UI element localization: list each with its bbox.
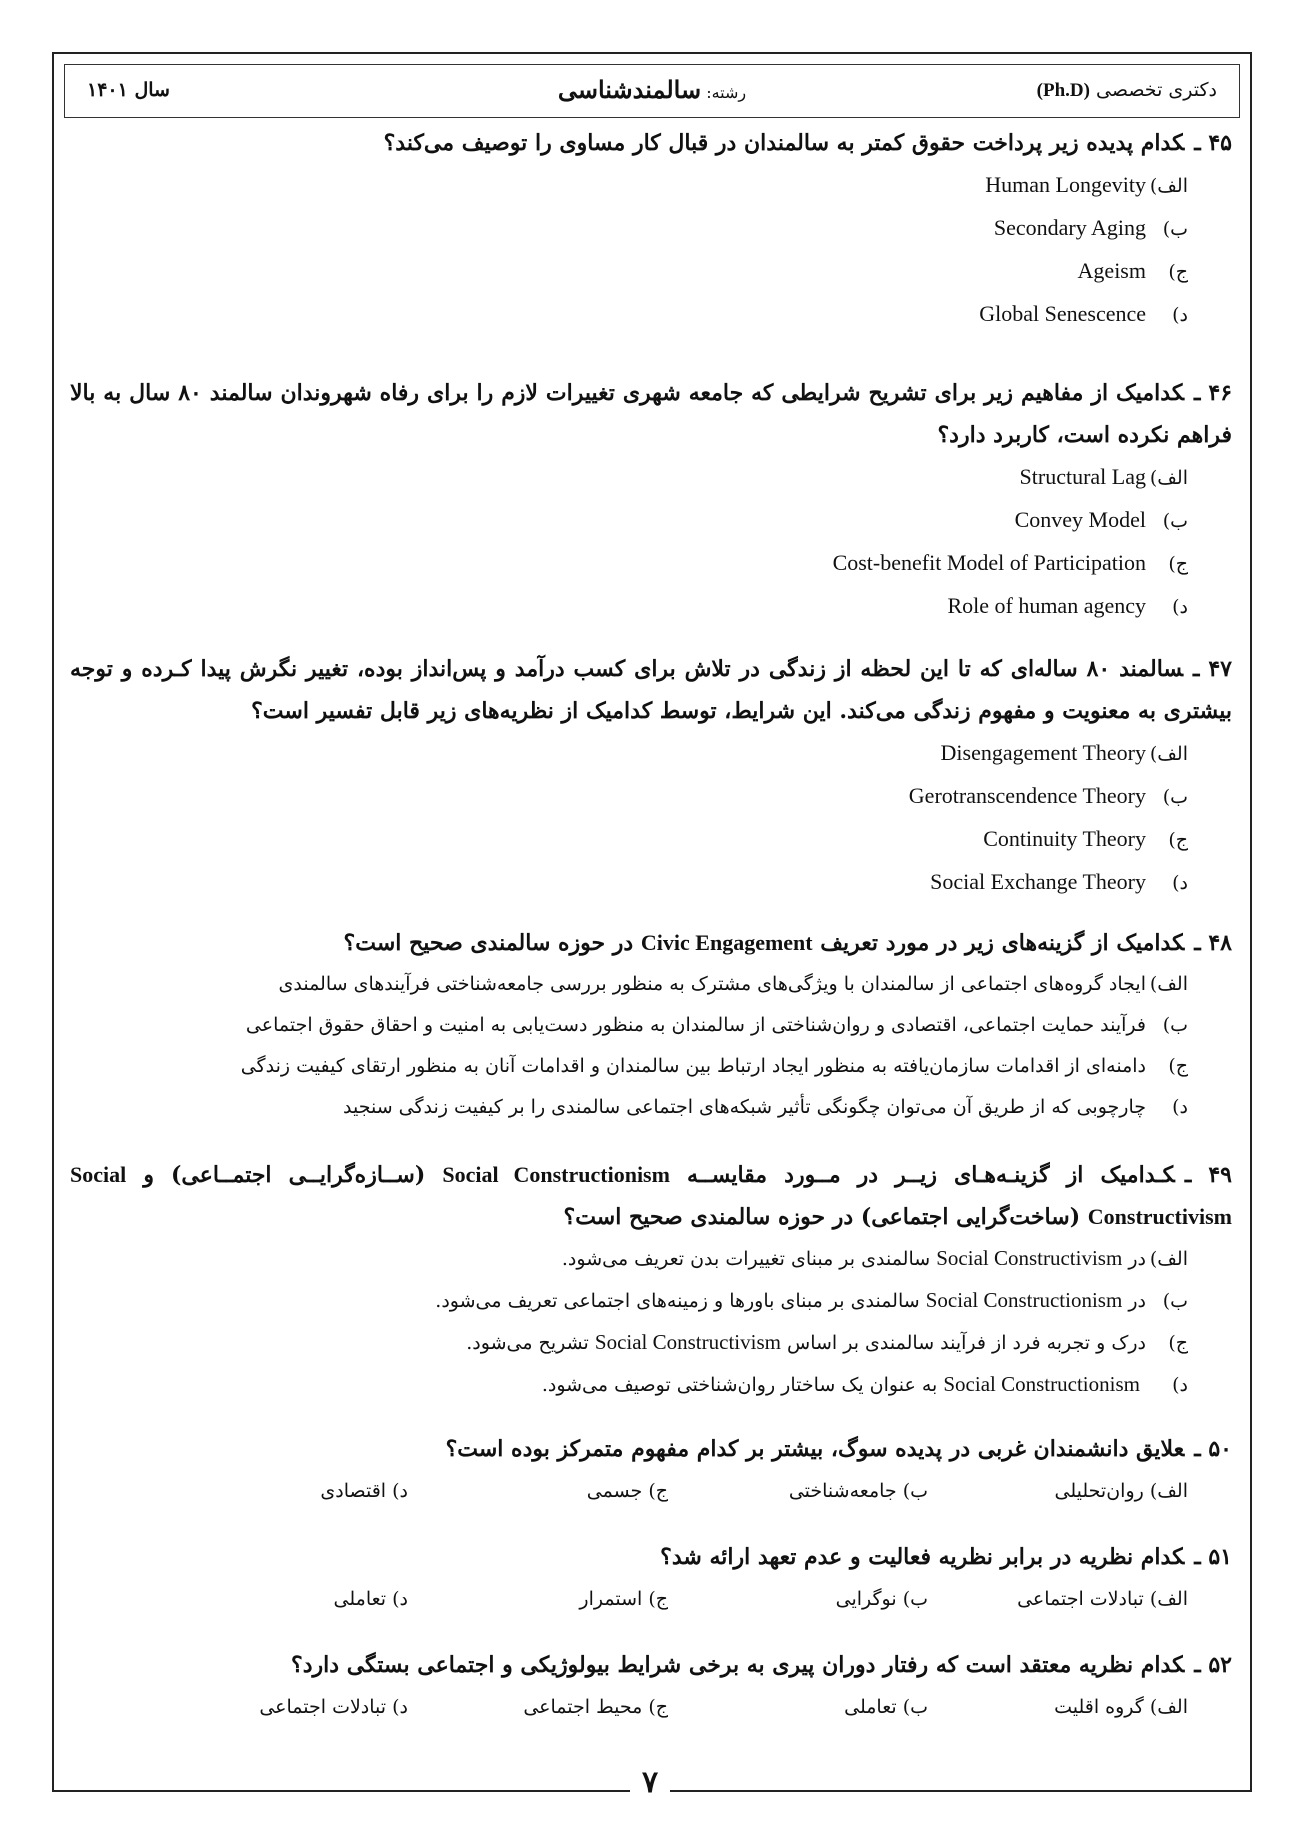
option: د) تعاملی: [333, 1588, 408, 1610]
option: ج)درک و تجربه فرد از فرآیند سالمندی بر اساس Social Constructivism تشریح می‌شود.: [466, 1330, 1188, 1354]
option: ب)Gerotranscendence Theory: [908, 783, 1188, 808]
option: ب)Convey Model: [1014, 507, 1188, 532]
degree-label: دکتری تخصصی: [1096, 79, 1217, 101]
degree-abbrev: (Ph.D): [1036, 80, 1090, 101]
option: ج)Continuity Theory: [983, 826, 1188, 851]
option: الف)ایجاد گروه‌های اجتماعی از سالمندان با ویژگی‌های مشترک به منظور بررسی جامعه‌شناختی فرآیندهای سالمندی: [278, 973, 1188, 995]
option: د) تبادلات اجتماعی: [259, 1696, 408, 1718]
exam-year: سال ۱۴۰۱: [87, 79, 170, 101]
question-50: [70, 1428, 1232, 1512]
question-45: [70, 122, 1232, 336]
option: الف) گروه اقلیت: [1054, 1696, 1188, 1718]
question-47: [70, 648, 1232, 904]
question-stem: ۴۸ ـکدامیک از گزینه‌های زیر در مورد تعریف Civic Engagement در حوزه سالمندی صحیح است؟: [343, 930, 1232, 956]
option: الف)Human Longevity: [985, 172, 1188, 197]
option: د)Global Senescence: [979, 301, 1188, 326]
question-stem: ۴۷ ـسالمند ۸۰ ساله‌ای که تا این لحظه از زندگی در تلاش برای کسب درآمد و پس‌انداز بوده، تغییر نگرش پیدا کـرده و توجه بیشتری به معنویت و مفهوم زندگی می‌کند. این شرایط، توسط کدامیک از نظریه‌های زیر قابل تفسیر است؟: [70, 656, 1232, 724]
option: ج)دامنه‌ای از اقدامات سازمان‌یافته به منظور ایجاد ارتباط بین سالمندان و اقدامات آنان به منظور ارتقای کیفیت زندگی: [240, 1055, 1188, 1077]
option: د)Role of human agency: [947, 593, 1188, 618]
options-row: [70, 1470, 1188, 1512]
question-51: [70, 1536, 1232, 1620]
options-row: [70, 1686, 1188, 1728]
option: ج) محیط اجتماعی: [523, 1696, 668, 1718]
option: ج) استمرار: [579, 1588, 668, 1610]
option: ج)Ageism: [1077, 258, 1188, 283]
option: ج) جسمی: [586, 1480, 668, 1502]
option: د)Social Exchange Theory: [930, 869, 1188, 894]
question-stem: ۴۵ ـکدام پدیده زیر پرداخت حقوق کمتر به سالمندان در قبال کار مساوی را توصیف می‌کند؟: [383, 130, 1232, 156]
question-stem: ۵۱ ـکدام نظریه در برابر نظریه فعالیت و عدم تعهد ارائه شد؟: [660, 1544, 1232, 1570]
question-stem: ۴۹ ـکـدامیک از گزینـه‌هـای زیــر در مــورد مقایســه Social Constructionism (ســازه‌گرایــی اجتمــاعی) و Social Constructivism (ساخت‌گرایی اجتماعی) در حوزه سالمندی صحیح است؟: [70, 1162, 1232, 1230]
question-46: [70, 372, 1232, 628]
question-stem: ۵۲ ـکدام نظریه معتقد است که رفتار دوران پیری به برخی شرایط بیولوژیکی و اجتماعی بستگی دارد؟: [291, 1652, 1232, 1678]
option: د) Social Constructionism به عنوان یک ساختار روان‌شناختی توصیف می‌شود.: [541, 1372, 1188, 1396]
question-stem: ۵۰ ـعلایق دانشمندان غربی در پدیده سوگ، بیشتر بر کدام مفهوم متمرکز بوده است؟: [445, 1436, 1232, 1462]
option: ب)فرآیند حمایت اجتماعی، اقتصادی و روان‌شناختی از سالمندان به منظور دست‌یابی به امنیت و احقاق حقوق اجتماعی: [245, 1014, 1188, 1036]
option: ب) جامعه‌شناختی: [788, 1480, 928, 1502]
option: الف) تبادلات اجتماعی: [1017, 1588, 1188, 1610]
option: د) اقتصادی: [320, 1480, 408, 1502]
footer-rule-right: [690, 1790, 1252, 1792]
options-row: [70, 1578, 1188, 1620]
exam-degree: [1037, 79, 1217, 102]
page-number: ۷: [630, 1765, 670, 1800]
option: الف)Disengagement Theory: [940, 740, 1188, 765]
option: ج)Cost-benefit Model of Participation: [832, 550, 1188, 575]
option: الف)در Social Constructivism سالمندی بر مبنای تغییرات بدن تعریف می‌شود.: [561, 1246, 1188, 1270]
field-label: رشته:: [706, 83, 747, 102]
option: ب)در Social Constructionism سالمندی بر مبنای باورها و زمینه‌های اجتماعی تعریف می‌شود.: [435, 1288, 1188, 1312]
page-header: [64, 64, 1240, 118]
field-value: سالمندشناسی: [557, 75, 702, 104]
question-52: [70, 1644, 1232, 1728]
option: د)چارچوبی که از طریق آن می‌توان چگونگی تأثیر شبکه‌های اجتماعی سالمندی را بر کیفیت زندگی سنجید: [343, 1096, 1188, 1118]
option: ب)Secondary Aging: [993, 215, 1188, 240]
option: الف)Structural Lag: [1019, 464, 1188, 489]
option: الف) روان‌تحلیلی: [1054, 1480, 1188, 1502]
question-49: [70, 1154, 1232, 1406]
question-48: [70, 922, 1232, 1128]
option: ب) نوگرایی: [835, 1588, 928, 1610]
footer-rule-left: [52, 1790, 612, 1792]
option: ب) تعاملی: [844, 1696, 928, 1718]
question-stem: ۴۶ ـکدامیک از مفاهیم زیر برای تشریح شرایطی که جامعه شهری تغییرات لازم را برای رفاه شهروندان سالمند ۸۰ سال به بالا فراهم نکرده است، کاربرد دارد؟: [70, 380, 1233, 448]
